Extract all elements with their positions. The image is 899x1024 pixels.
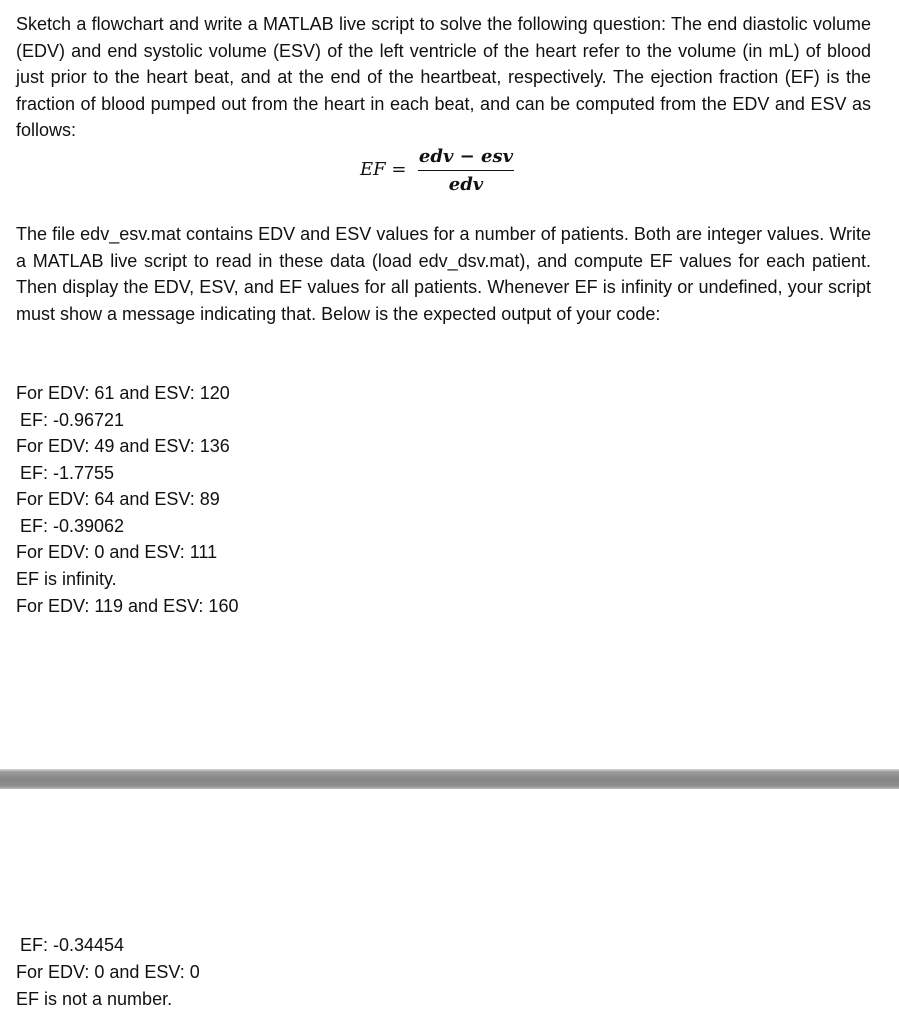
output-line: EF is not a number. — [16, 989, 173, 1009]
output-line: For EDV: 0 and ESV: 0 — [16, 962, 200, 982]
output-line: For EDV: 64 and ESV: 89 — [16, 489, 220, 509]
page-break-divider — [0, 769, 899, 789]
fraction-bar — [418, 170, 514, 171]
output-line: For EDV: 49 and ESV: 136 — [16, 436, 230, 456]
equation-lhs: EF = — [360, 159, 407, 180]
equation-fraction — [418, 145, 514, 197]
output-line: EF is infinity. — [16, 569, 117, 589]
output-line: EF: -1.7755 — [20, 463, 115, 483]
output-line: For EDV: 0 and ESV: 111 — [16, 542, 218, 562]
output-line: EF: -0.96721 — [20, 410, 125, 430]
ejection-fraction-equation — [360, 145, 530, 201]
equation-numerator: edv − esv — [418, 146, 514, 167]
output-line: EF: -0.39062 — [20, 516, 125, 536]
equation-denominator: edv — [448, 174, 484, 195]
question-description: The file edv_esv.mat contains EDV and ESV values for a number of patients. Both are integer values. Write a MATLAB live script to read in these data (load edv_dsv.mat), and compute EF values for each patient. Then display the EDV, ESV, and EF values for all patients. Whenever EF is infinity or undefined, your script must show a message indicating that. Below is the expected output of your code: — [16, 224, 871, 324]
output-line: For EDV: 119 and ESV: 160 — [16, 596, 239, 616]
document-page-2 — [0, 789, 899, 1024]
output-line: EF: -0.34454 — [20, 935, 125, 955]
output-line: For EDV: 61 and ESV: 120 — [16, 383, 230, 403]
question-intro: Sketch a flowchart and write a MATLAB live script to solve the following question: The end diastolic volume (EDV) and end systolic volume (ESV) of the left ventricle of the heart refer to the volume (in mL) of blood just prior to the heart beat, and at the end of the heartbeat, respectively. The ejection fraction (EF) is the fraction of blood pumped out from the heart in each beat, and can be computed from the EDV and ESV as follows: — [16, 14, 871, 140]
